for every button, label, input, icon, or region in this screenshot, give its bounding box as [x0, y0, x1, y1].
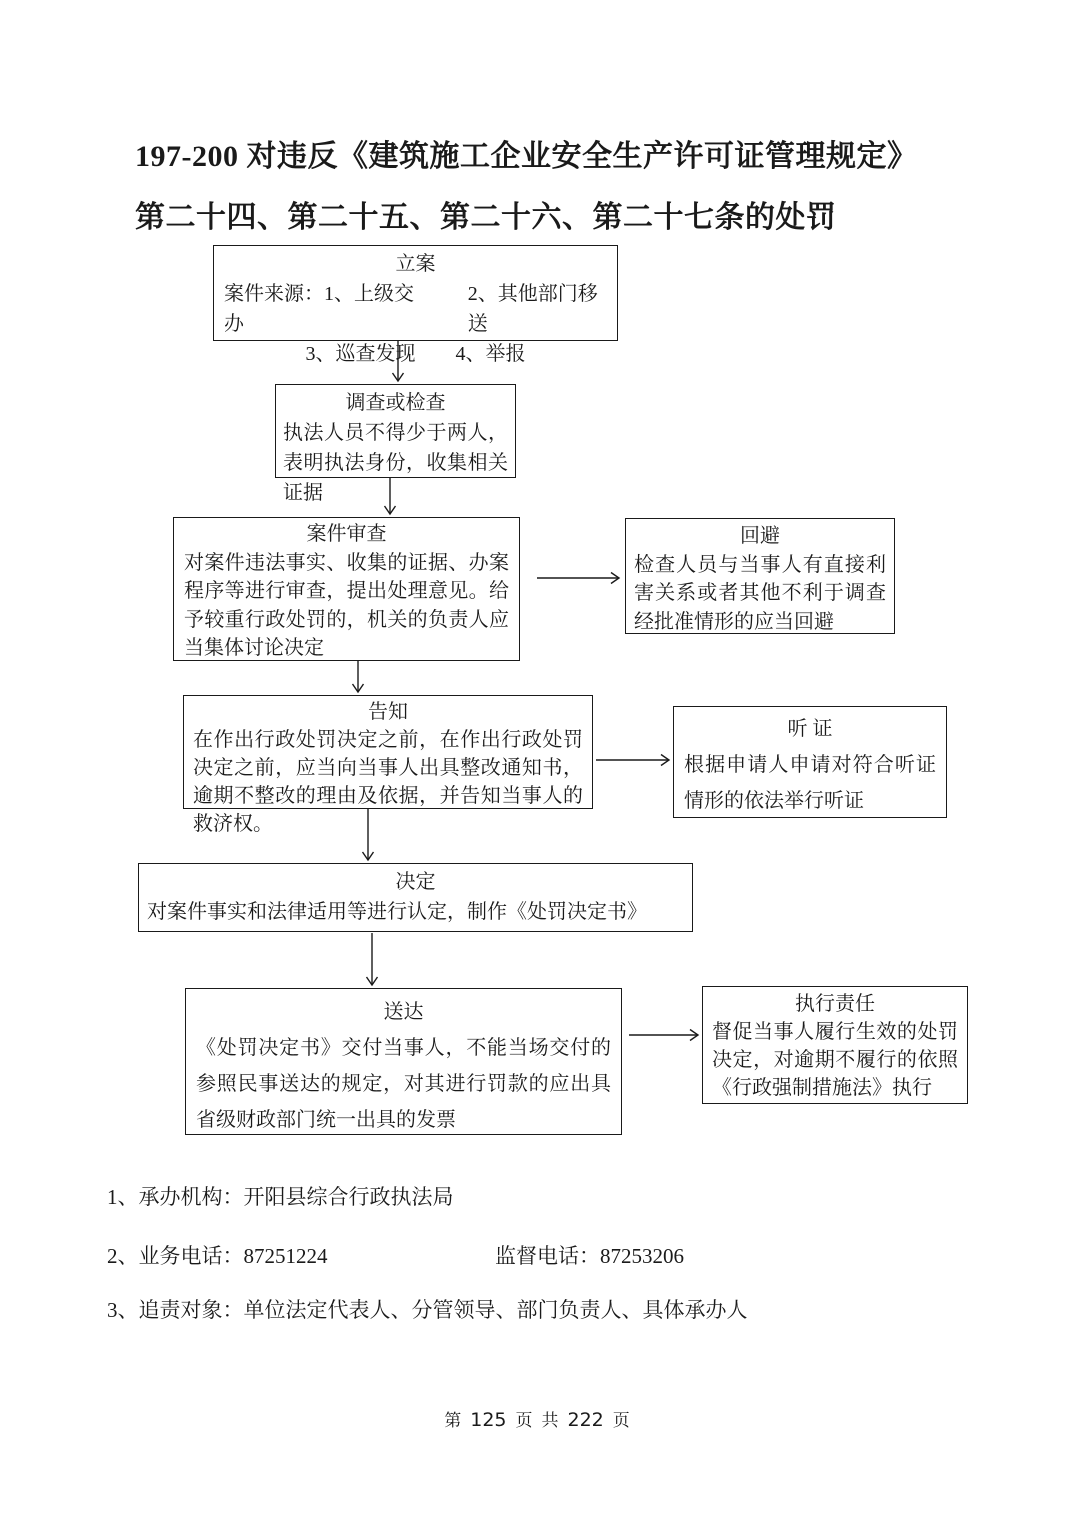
flow-box-decision-title: 决定	[395, 871, 436, 893]
flow-box-hearing-title: 听 证	[787, 718, 833, 740]
title-line-2: 第二十四、第二十五、第二十六、第二十七条的处罚	[135, 201, 837, 234]
footer-label-prefix: 第	[444, 1411, 462, 1430]
flow-box-decision-body: 对案件事实和法律适用等进行认定，制作《处罚决定书》	[147, 901, 647, 923]
flow-box-notification	[183, 695, 593, 835]
filing-source-2: 2、其他部门移送	[467, 283, 598, 335]
page-title	[135, 126, 918, 248]
flow-box-filing-title: 立案	[395, 253, 436, 275]
arrow-down-review-to-notification	[350, 661, 366, 694]
flow-box-case-review-title: 案件审查	[306, 523, 387, 545]
note-business-phone: 2、业务电话：87251224	[107, 1244, 328, 1268]
page-footer	[0, 1406, 1074, 1431]
flow-box-case-review	[173, 517, 520, 661]
footer-label-mid2: 共	[541, 1411, 559, 1430]
flow-box-notification-body: 在作出行政处罚决定之前，在作出行政处罚决定之前，应当向当事人出具整改通知书，逾期不整改的理由及依据，并告知当事人的救济权。	[193, 729, 583, 835]
flow-box-case-review-body: 对案件违法事实、收集的证据、办案程序等进行审查，提出处理意见。给予较重行政处罚的，机关的负责人应当集体讨论决定	[184, 551, 509, 659]
flow-box-investigation-body: 执法人员不得少于两人，表明执法身份，收集相关证据	[283, 422, 508, 504]
flow-box-recusal-body: 检查人员与当事人有直接利害关系或者其他不利于调查经批准情形的应当回避	[634, 553, 886, 633]
arrow-down-investigation-to-review	[382, 478, 398, 516]
arrow-down-notification-to-decision	[360, 809, 376, 862]
filing-source-1: 案件来源：1、上级交办	[224, 283, 414, 335]
flow-box-hearing-body: 根据申请人申请对符合听证情形的依法举行听证	[684, 754, 936, 812]
filing-source-4: 4、举报	[455, 343, 526, 365]
flow-box-filing	[213, 245, 618, 365]
note-handling-agency: 1、承办机构：开阳县综合行政执法局	[107, 1185, 454, 1209]
flow-box-delivery-title: 送达	[383, 1001, 424, 1023]
title-line-1: 197-200 对违反《建筑施工企业安全生产许可证管理规定》	[135, 140, 918, 173]
flow-box-delivery-body: 《处罚决定书》交付当事人，不能当场交付的参照民事送达的规定，对其进行罚款的应出具省级财政部门统一出具的发票	[196, 1037, 611, 1131]
footer-total-pages: 222	[567, 1409, 604, 1431]
flow-box-decision	[138, 863, 693, 932]
flow-box-recusal	[625, 518, 895, 634]
arrow-down-filing-to-investigation	[390, 341, 406, 383]
footer-label-mid1: 页	[515, 1411, 533, 1430]
filing-source-3: 3、巡查发现	[305, 343, 416, 365]
note-accountability-targets: 3、追责对象：单位法定代表人、分管领导、部门负责人、具体承办人	[107, 1298, 748, 1322]
filing-sources-row-1	[222, 279, 609, 339]
flow-box-recusal-title: 回避	[740, 525, 780, 547]
flow-box-investigation	[275, 384, 516, 504]
footer-page-number: 125	[470, 1409, 507, 1431]
footer-label-suffix: 页	[612, 1411, 630, 1430]
flow-box-notification-title: 告知	[368, 701, 408, 723]
arrow-right-review-to-recusal	[537, 570, 621, 586]
arrow-right-delivery-to-execution	[629, 1027, 700, 1043]
flow-box-execution	[702, 986, 968, 1104]
flow-box-delivery	[185, 988, 622, 1135]
arrow-right-notification-to-hearing	[596, 752, 671, 768]
flow-box-hearing	[673, 706, 947, 818]
flow-box-investigation-title: 调查或检查	[345, 392, 446, 414]
flow-box-execution-body: 督促当事人履行生效的处罚决定，对逾期不履行的依照《行政强制措施法》执行	[712, 1021, 958, 1099]
note-supervision-phone: 监督电话：87253206	[495, 1244, 684, 1268]
flow-box-execution-title: 执行责任	[795, 993, 875, 1015]
filing-sources-row-2	[222, 339, 609, 369]
arrow-down-decision-to-delivery	[364, 933, 380, 987]
